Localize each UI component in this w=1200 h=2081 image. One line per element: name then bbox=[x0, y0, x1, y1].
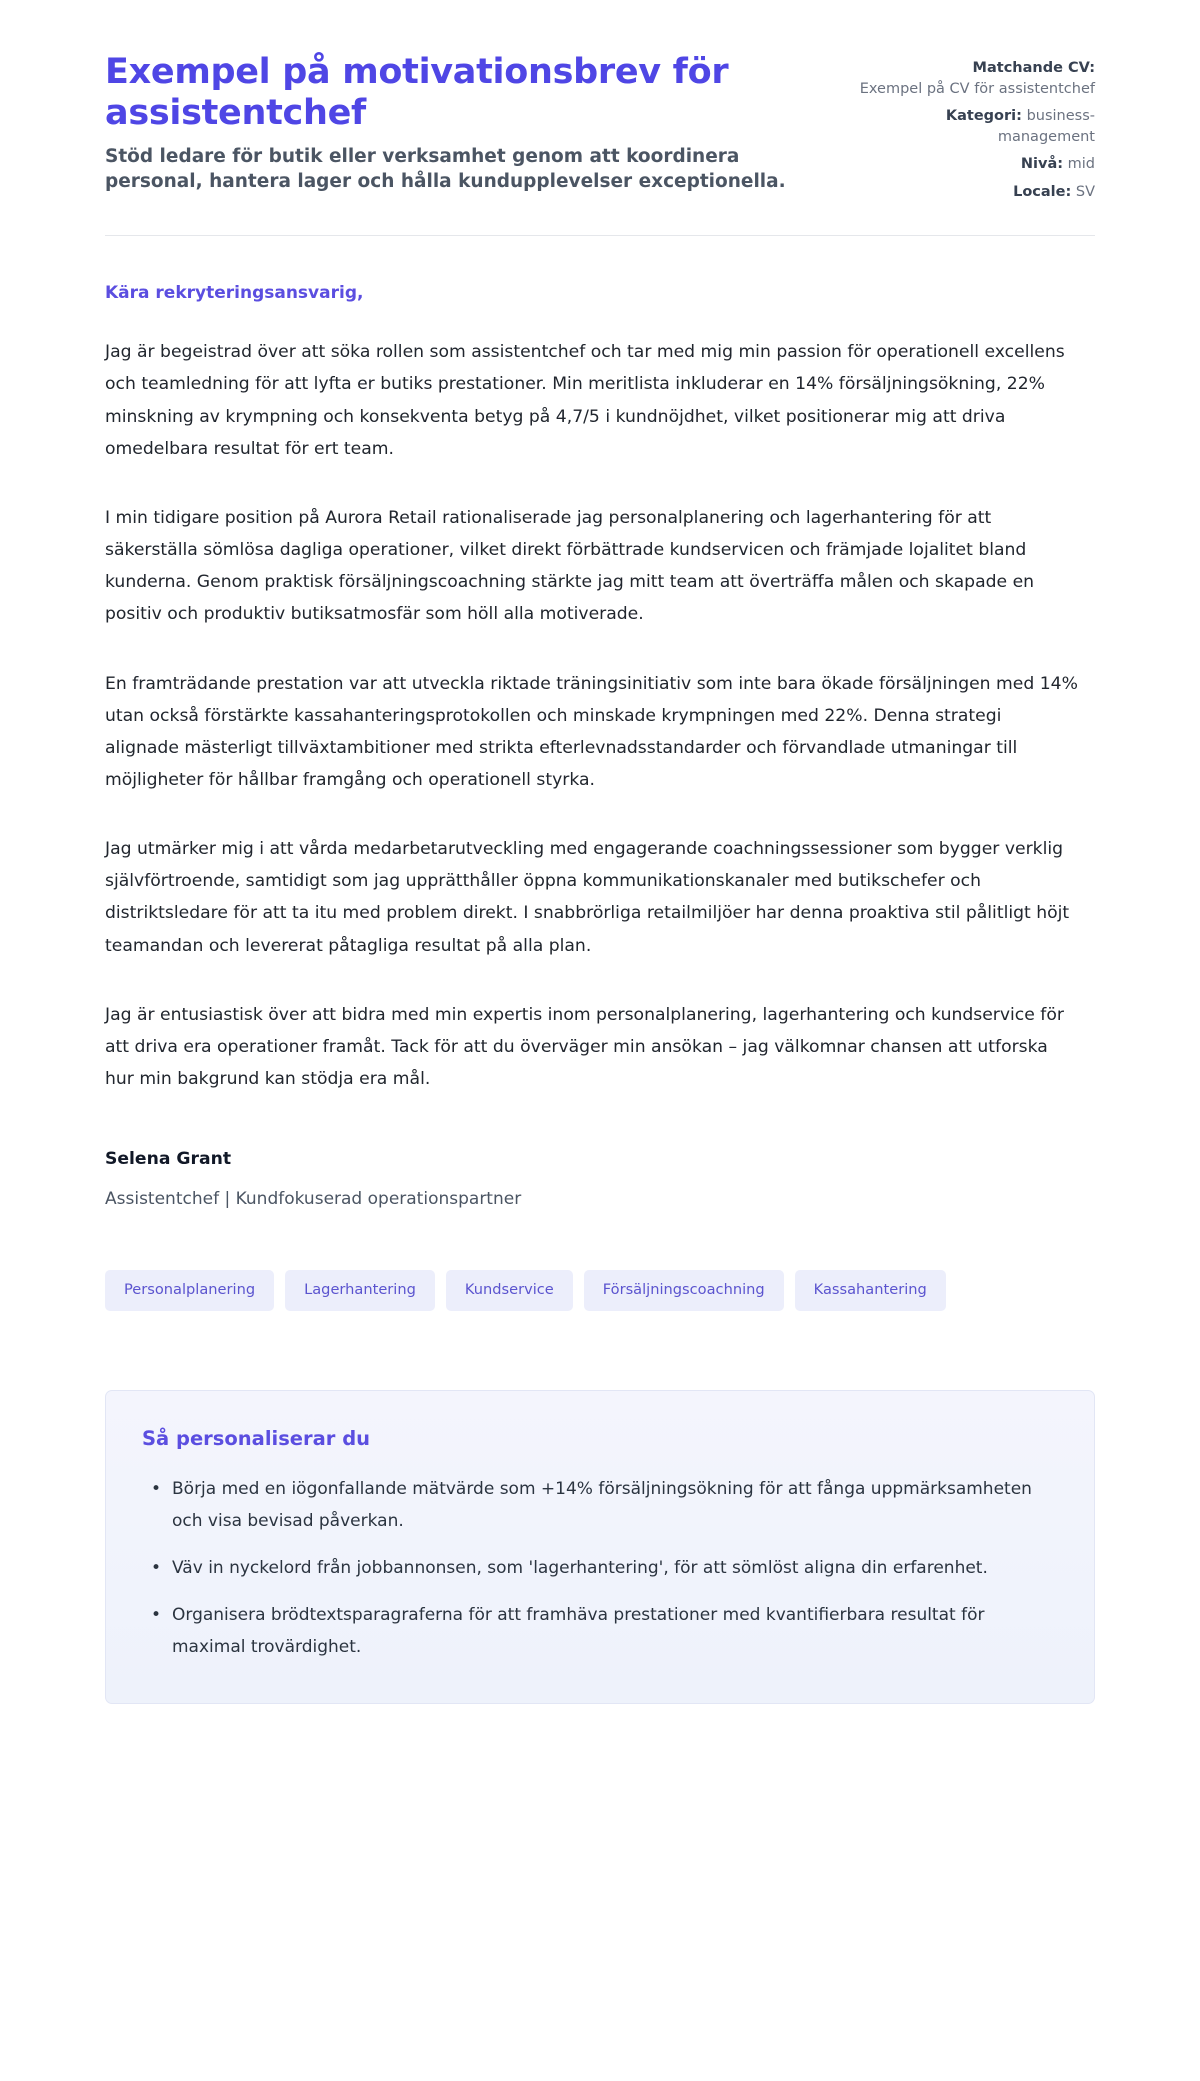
letter-paragraph: Jag utmärker mig i att vårda medarbetarutveckling med engagerande coachningssessioner som bygger verklig självförtroende, samtidigt som jag upprätthåller öppna kommunikationskanaler med butikschefer och distriktsledare för att ta itu med problem direkt. I snabbrörliga retailmiljöer har denna proaktiva stil pålitligt höjt teamandan och levererat påtagliga resultat på alla plan. bbox=[105, 839, 1070, 956]
signature-role: Assistentchef | Kundfokuserad operationspartner bbox=[105, 1188, 522, 1209]
skill-tag[interactable]: Lagerhantering bbox=[285, 1270, 435, 1311]
meta-category-value: business-management bbox=[997, 108, 1095, 145]
letter-salutation: Kära rekryteringsansvarig, bbox=[105, 283, 364, 304]
letter-paragraph: Jag är begeistrad över att söka rollen som assistentchef och tar med mig min passion för operationell excellens och teamledning för att lyfta er butiks prestationer. Min meritlista inkluderar en 14% försäljningsökning, 22% minskning av krympning och konsekventa betyg på 4,7/5 i kundnöjdhet, vilket positionerar mig att driva omedelbara resultat för ert team. bbox=[105, 342, 1065, 459]
meta-locale-label: Locale: bbox=[1013, 183, 1072, 200]
personalization-tips-card bbox=[105, 1390, 1095, 1704]
meta-level bbox=[855, 154, 1095, 175]
letter-paragraph: Jag är entusiastisk över att bidra med min expertis inom personalplanering, lagerhantering och kundservice för att driva era operationer framåt. Tack för att du överväger min ansökan – jag välkomnar chansen att utforska hur min bakgrund kan stödja era mål. bbox=[105, 1004, 1064, 1090]
meta-locale-value: SV bbox=[1075, 183, 1095, 200]
meta-category bbox=[855, 106, 1095, 147]
letter-signature bbox=[105, 1095, 1095, 1212]
meta-matching-cv-value: Exempel på CV för assistentchef bbox=[859, 80, 1095, 97]
page-header bbox=[105, 0, 1095, 204]
meta-category-label: Kategori: bbox=[945, 108, 1022, 125]
letter-paragraph: I min tidigare position på Aurora Retail rationaliserade jag personalplanering och lagerhantering för att säkerställa sömlösa dagliga operationer, vilket direkt förbättrade kundservicen och främjade lojalitet bland kunderna. Genom praktisk försäljningscoachning stärkte jag mitt team att överträffa målen och skapade en positiv och produktiv butiksatmosfär som höll alla motiverade. bbox=[105, 507, 1035, 625]
tips-list-item: • Väv in nyckelord från jobbannonsen, som 'lagerhantering', för att sömlöst aligna din erfarenhet. bbox=[168, 1553, 1058, 1584]
tips-list bbox=[142, 1474, 1058, 1663]
header-title-block bbox=[105, 52, 815, 195]
tips-list-item: • Organisera brödtextsparagraferna för att framhäva prestationer med kvantifierbara resultat för maximal trovärdighet. bbox=[168, 1600, 1058, 1663]
tips-list-item: • Börja med en iögonfallande mätvärde som +14% försäljningsökning för att fånga uppmärksamheten och visa bevisad påverkan. bbox=[168, 1474, 1058, 1537]
meta-matching-cv bbox=[855, 58, 1095, 99]
skill-tag[interactable]: Försäljningscoachning bbox=[584, 1270, 784, 1311]
skill-tag[interactable]: Kassahantering bbox=[795, 1270, 946, 1311]
meta-level-label: Nivå: bbox=[1020, 156, 1064, 173]
signature-name: Selena Grant bbox=[105, 1149, 232, 1170]
meta-level-value: mid bbox=[1067, 156, 1095, 173]
skill-tag[interactable]: Personalplanering bbox=[105, 1270, 274, 1311]
letter-paragraph: En framträdande prestation var att utveckla riktade träningsinitiativ som inte bara ökade försäljningen med 14% utan också förstärkte kassahanteringsprotokollen och minskade krympningen med 22%. Denna strategi alignade mästerligt tillväxtambitioner med strikta efterlevnadsstandarder och förvandlade utmaningar till möjligheter för hållbar framgång och operationell styrka. bbox=[105, 673, 1078, 790]
document-metadata bbox=[855, 52, 1095, 204]
skill-tag-list bbox=[105, 1212, 1095, 1311]
meta-locale bbox=[855, 182, 1095, 203]
page-subtitle: Stöd ledare för butik eller verksamhet genom att koordinera personal, hantera lager och hålla kundupplevelser exceptionella. bbox=[105, 145, 786, 193]
page-title: Exempel på motivationsbrev för assistentchef bbox=[105, 52, 729, 134]
letter-body bbox=[105, 236, 1095, 1095]
tips-title: Så personaliserar du bbox=[142, 1426, 371, 1450]
skill-tag[interactable]: Kundservice bbox=[446, 1270, 573, 1311]
meta-matching-cv-label: Matchande CV: bbox=[972, 60, 1095, 76]
